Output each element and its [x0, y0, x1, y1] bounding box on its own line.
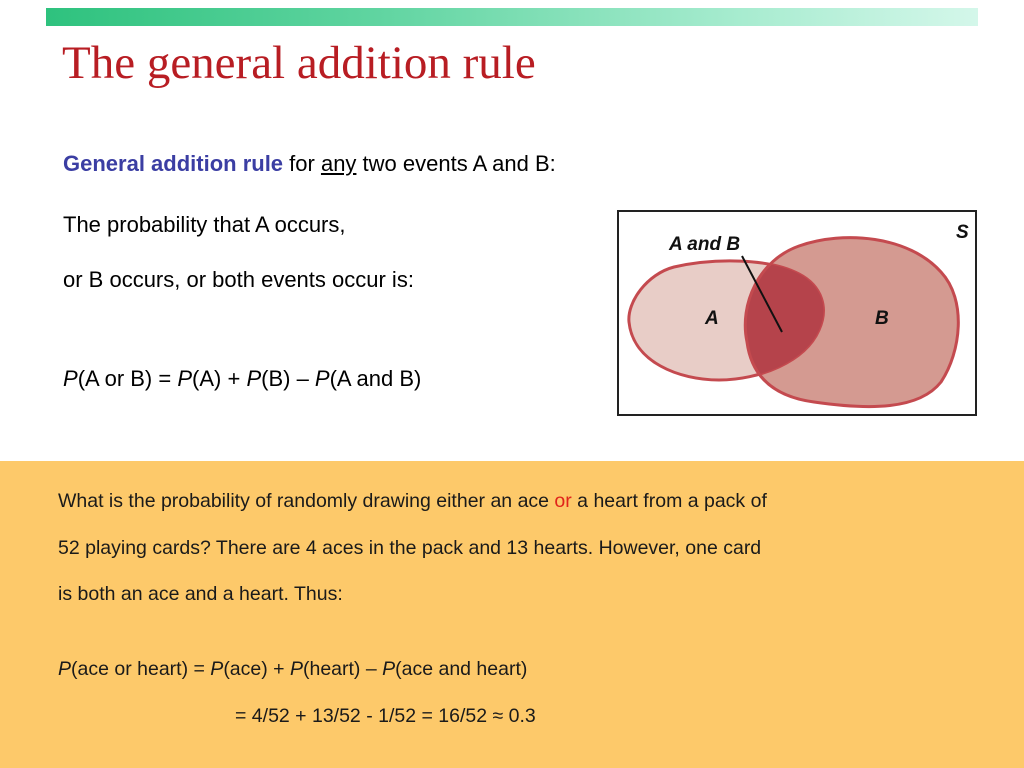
example-line-1: [58, 490, 767, 513]
rule-heading-pre: for: [283, 151, 321, 176]
ex-formula-p4: P: [382, 658, 396, 680]
rule-description-line-2: or B occurs, or both events occur is:: [63, 267, 414, 292]
example-line-1-or: or: [554, 490, 572, 512]
example-line-2: 52 playing cards? There are 4 aces in the pack and 13 hearts. However, one card: [58, 537, 762, 559]
label-b: B: [875, 308, 889, 329]
formula-t3: (B) –: [261, 366, 315, 391]
example-line-1-post: a heart from a pack of: [571, 490, 767, 512]
formula-p2: P: [177, 366, 193, 391]
formula-p4: P: [314, 366, 330, 391]
ex-formula-p2: P: [210, 658, 224, 680]
ex-formula-t2: (ace) +: [223, 658, 290, 680]
formula-t2: (A) +: [192, 366, 247, 391]
ex-formula-p1: P: [58, 658, 72, 680]
formula-t4: (A and B): [329, 366, 422, 391]
venn-diagram: [617, 210, 977, 416]
rule-heading-post: two events A and B:: [356, 151, 556, 176]
example-panel: [0, 461, 1024, 768]
addition-rule-formula: [63, 366, 421, 392]
example-formula: [58, 658, 527, 681]
example-line-3: is both an ace and a heart. Thus:: [58, 583, 343, 605]
rule-description-line-1: The probability that A occurs,: [63, 212, 346, 237]
formula-p1: P: [63, 366, 78, 391]
example-result: = 4/52 + 13/52 - 1/52 = 16/52 ≈ 0.3: [235, 705, 536, 727]
ex-formula-p3: P: [289, 658, 303, 680]
venn-diagram-svg: [619, 212, 975, 414]
rule-heading: [63, 151, 556, 177]
formula-t1: (A or B) =: [77, 366, 178, 391]
ex-formula-t3: (heart) –: [302, 658, 383, 680]
label-a-and-b: A and B: [669, 234, 741, 255]
example-line-1-pre: What is the probability of randomly drawing either an ace: [58, 490, 555, 512]
slide-title: The general addition rule: [62, 37, 536, 89]
top-accent-bar: [46, 8, 978, 26]
rule-heading-underlined: any: [320, 151, 357, 176]
label-s: S: [956, 222, 969, 243]
label-a: A: [705, 308, 719, 329]
ex-formula-t4: (ace and heart): [395, 658, 528, 680]
formula-p3: P: [246, 366, 262, 391]
rule-heading-bold: General addition rule: [63, 151, 284, 176]
ex-formula-t1: (ace or heart) =: [71, 658, 211, 680]
